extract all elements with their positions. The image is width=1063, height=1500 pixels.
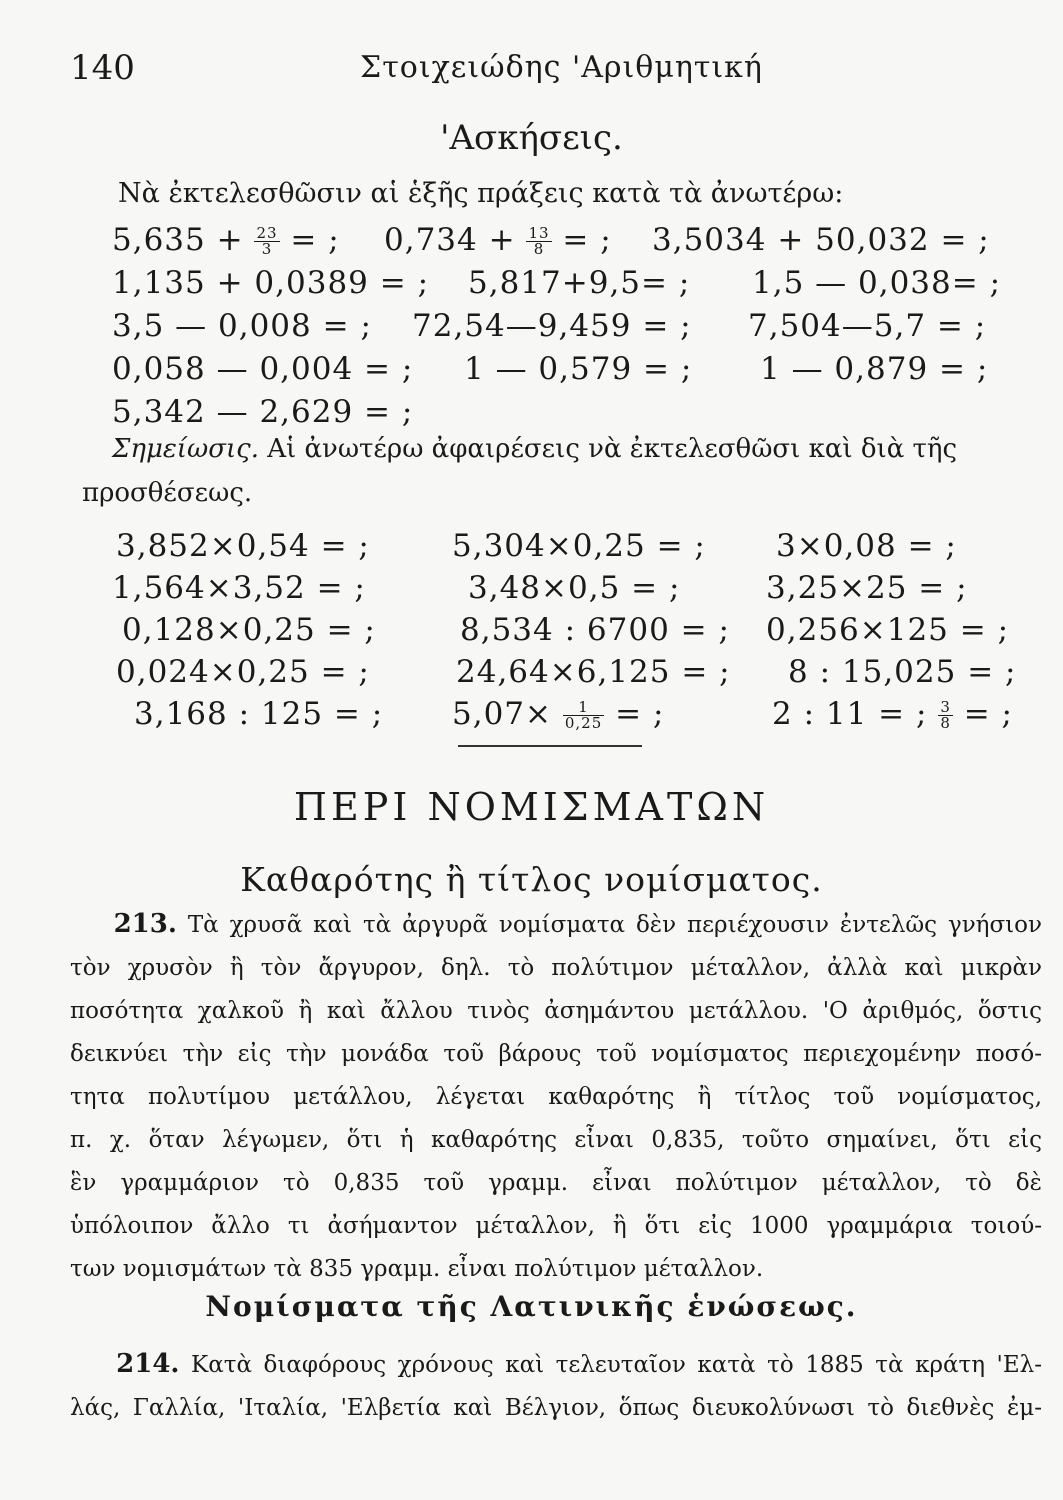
- exercise-row-5: [112, 394, 1022, 436]
- fraction-numerator: 13: [528, 224, 550, 242]
- exercise-cell: 3×0,08 = ;: [776, 528, 957, 564]
- note-label: Σημείωσις.: [112, 434, 259, 464]
- mult-row-2: [112, 570, 1022, 612]
- exercise-cell: 3,852×0,54 = ;: [116, 528, 370, 564]
- exercise-cell: 1,5 — 0,038= ;: [752, 265, 1002, 301]
- fraction-numerator: 23: [256, 224, 278, 242]
- paragraph-214: [70, 1343, 1042, 1430]
- exercise-3: 3,5034 + 50,032 = ;: [652, 222, 990, 258]
- exercise-2: [384, 222, 612, 258]
- fraction-denominator: 8: [533, 240, 545, 258]
- mult-row-5: [112, 696, 1022, 738]
- exercises-intro: Νὰ ἐκτελεσθῶσιν αἱ ἑξῆς πράξεις κατὰ τὰ ἀνωτέρω:: [118, 178, 844, 209]
- exercise-cell: 24,64×6,125 = ;: [456, 654, 731, 690]
- exercise-prefix: 2 : 11 = ;: [772, 696, 928, 732]
- exercise-cell: 1,564×3,52 = ;: [112, 570, 366, 606]
- note-text-continued: προσθέσεως.: [82, 478, 253, 508]
- fraction-3-8: [938, 700, 953, 731]
- paragraph-line: [70, 903, 1042, 947]
- exercise-cell: 3,25×25 = ;: [766, 570, 968, 606]
- exercise-cell: 3,168 : 125 = ;: [134, 696, 384, 732]
- fraction-numerator: 3: [940, 698, 951, 716]
- fraction-1-025: [563, 700, 604, 731]
- exercise-1-prefix: 5,635 +: [112, 222, 244, 258]
- exercises-title: 'Ασκήσεις.: [440, 118, 623, 158]
- fraction-numerator: 1: [563, 700, 604, 716]
- fraction-denominator: 0,25: [564, 714, 603, 732]
- paragraph-line: ἓν γραμμάριον τὸ 0,835 τοῦ γραμμ. εἶναι πολύτιμον μέταλλον, τὸ δὲ: [70, 1170, 1042, 1196]
- mult-row-1: [112, 528, 1022, 570]
- paragraph-213: [70, 903, 1042, 1291]
- exercise-suffix: = ;: [615, 696, 665, 732]
- exercise-cell: 0,128×0,25 = ;: [122, 612, 376, 648]
- exercise-1: [112, 222, 340, 258]
- paragraph-line: λάς, Γαλλία, 'Ιταλία, 'Ελβετία καὶ Βέλγιον, ὅπως διευκολύνωσι τὸ διεθνὲς ἐμ-: [70, 1395, 1042, 1421]
- paragraph-line: [70, 1343, 1042, 1387]
- exercise-cell: 1 — 0,579 = ;: [464, 351, 693, 387]
- paragraph-line: π. χ. ὅταν λέγωμεν, ὅτι ἡ καθαρότης εἶναι 0,835, τοῦτο σημαίνει, ὅτι εἰς: [70, 1127, 1042, 1153]
- exercise-cell: 5,342 — 2,629 = ;: [112, 394, 414, 430]
- paragraph-line: ὑπόλοιπον ἄλλο τι ἀσήμαντον μέταλλον, ἢ ὅτι εἰς 1000 γραμμάρια τοιού-: [70, 1213, 1042, 1239]
- exercise-cell-fraction: [772, 696, 1013, 732]
- note-text: Αἱ ἀνωτέρω ἀφαιρέσεις νὰ ἐκτελεσθῶσι καὶ διὰ τῆς: [267, 434, 958, 464]
- note: [112, 434, 1032, 464]
- paragraph-line: των νομισμάτων τὰ 835 γραμμ. εἶναι πολύτιμον μέταλλον.: [70, 1256, 764, 1282]
- paragraph-line: τητα πολυτίμου μετάλλου, λέγεται καθαρότης ἢ τίτλος τοῦ νομίσματος,: [70, 1084, 1042, 1110]
- fraction-23-3: [254, 226, 279, 257]
- paragraph-text: Κατὰ διαφόρους χρόνους καὶ τελευταῖον κατὰ τὸ 1885 τὰ κράτη 'Ελ-: [191, 1352, 1043, 1378]
- exercise-1-suffix: = ;: [290, 222, 340, 258]
- exercise-cell: 3,5 — 0,008 = ;: [112, 308, 372, 344]
- fraction-denominator: 3: [261, 240, 273, 258]
- section-divider: [458, 745, 642, 747]
- exercise-cell: 5,817+9,5= ;: [468, 265, 691, 301]
- exercise-suffix: = ;: [963, 696, 1013, 732]
- mult-row-3: [112, 612, 1022, 654]
- paragraph-number: 213.: [113, 909, 177, 939]
- running-title: Στοιχειώδης 'Αριθμητική: [360, 50, 763, 85]
- exercise-cell: 1 — 0,879 = ;: [760, 351, 989, 387]
- page-header: [70, 48, 1010, 98]
- exercise-2-prefix: 0,734 +: [384, 222, 516, 258]
- fraction-13-8: [526, 226, 551, 257]
- exercise-cell-fraction: [452, 696, 664, 732]
- paragraph-text: Τὰ χρυσᾶ καὶ τὰ ἀργυρᾶ νομίσματα δὲν περιέχουσιν ἐντελῶς γνήσιον: [187, 912, 1043, 938]
- exercise-cell: 0,256×125 = ;: [766, 612, 1010, 648]
- paragraph-number: 214.: [116, 1349, 180, 1379]
- exercise-2-suffix: = ;: [562, 222, 612, 258]
- exercise-cell: 0,058 — 0,004 = ;: [112, 351, 414, 387]
- paragraph-line: ποσότητα χαλκοῦ ἢ καὶ ἄλλου τινὸς ἀσημάντου μετάλλου. 'Ο ἀριθμός, ὅστις: [70, 998, 1042, 1024]
- exercise-prefix: 5,07×: [452, 696, 552, 732]
- paragraph-line: δεικνύει τὴν εἰς τὴν μονάδα τοῦ βάρους τοῦ νομίσματος περιεχομένην ποσό-: [70, 1041, 1042, 1067]
- section-title: ΠΕΡΙ ΝΟΜΙΣΜΑΤΩΝ: [293, 785, 770, 829]
- mult-row-4: [112, 654, 1022, 696]
- exercise-cell: 1,135 + 0,0389 = ;: [112, 265, 430, 301]
- exercise-row-4: [112, 351, 1022, 393]
- exercise-cell: 3,48×0,5 = ;: [468, 570, 681, 606]
- exercise-cell: 0,024×0,25 = ;: [116, 654, 370, 690]
- exercise-cell: 8 : 15,025 = ;: [788, 654, 1017, 690]
- exercise-row-1: [112, 222, 1022, 264]
- fraction-denominator: 8: [940, 714, 951, 732]
- exercise-cell: 72,54—9,459 = ;: [412, 308, 692, 344]
- exercise-cell: 8,534 : 6700 = ;: [460, 612, 730, 648]
- exercise-cell: 5,304×0,25 = ;: [452, 528, 706, 564]
- page-number: 140: [70, 48, 135, 88]
- paragraph-line: τὸν χρυσὸν ἢ τὸν ἄργυρον, δηλ. τὸ πολύτιμον μέταλλον, ἀλλὰ καὶ μικρὰν: [70, 955, 1042, 981]
- exercise-row-2: [112, 265, 1022, 307]
- subsection-title: Καθαρότης ἢ τίτλος νομίσματος.: [240, 860, 823, 899]
- exercise-cell: 7,504—5,7 = ;: [748, 308, 987, 344]
- exercise-row-3: [112, 308, 1022, 350]
- latin-union-title: Νομίσματα τῆς Λατινικῆς ἑνώσεως.: [205, 1290, 858, 1323]
